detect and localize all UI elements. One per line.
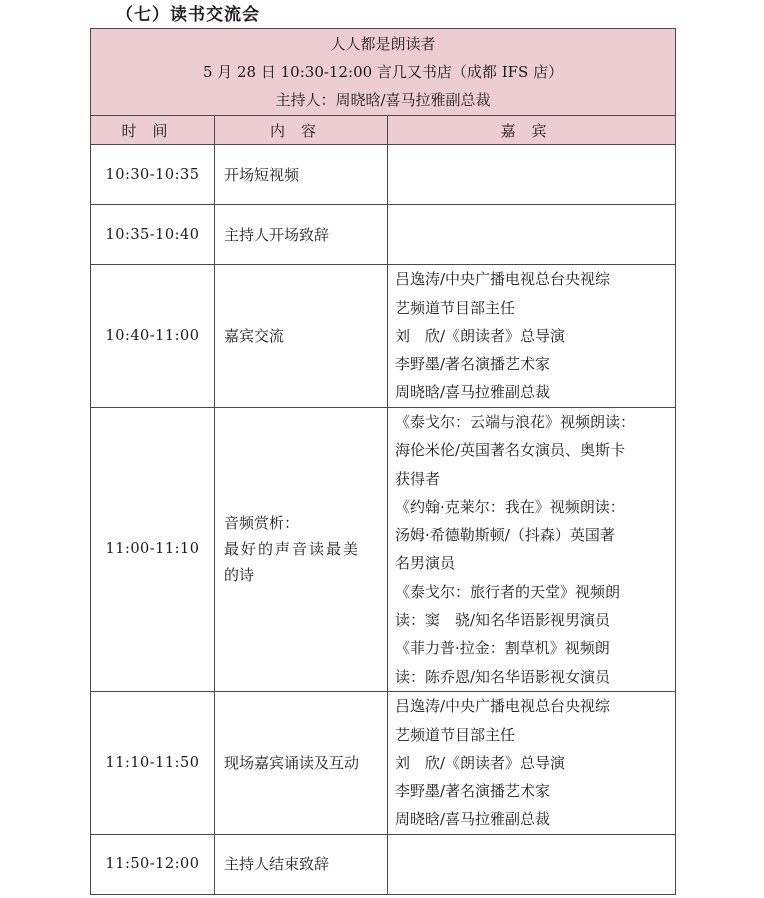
guest-line: 刘 欣/《朗读者》总导演 xyxy=(395,753,566,772)
table-row xyxy=(91,265,676,408)
guest-line: 吕逸涛/中央广播电视总台央视综 xyxy=(395,270,611,289)
row-time: 11:00-11:10 xyxy=(91,408,215,692)
row-time: 10:40-11:00 xyxy=(91,265,215,408)
guest-line: 读：陈乔恩/知名华语影视女演员 xyxy=(395,667,611,686)
guest-line: 刘 欣/《朗读者》总导演 xyxy=(395,326,566,345)
row-content xyxy=(215,691,388,834)
row-time: 10:35-10:40 xyxy=(91,205,215,265)
content-line: 主持人开场致辞 xyxy=(224,225,330,244)
guest-line: 海伦米伦/英国著名女演员、奥斯卡 xyxy=(395,441,626,460)
guest-line: 艺频道节目部主任 xyxy=(395,298,516,317)
guest-line: 读：窦 骁/知名华语影视男演员 xyxy=(395,611,611,630)
row-content xyxy=(215,408,388,692)
row-guests xyxy=(388,145,676,205)
guest-line: 吕逸涛/中央广播电视总台央视综 xyxy=(395,697,611,716)
guest-line: 李野墨/著名演播艺术家 xyxy=(395,782,551,801)
content-line: 的诗 xyxy=(224,566,255,585)
guest-line: 艺频道节目部主任 xyxy=(395,725,516,744)
guest-line: 《泰戈尔：旅行者的天堂》视频朗 xyxy=(395,582,621,601)
table-row xyxy=(91,834,676,894)
row-content xyxy=(215,205,388,265)
guest-line: 李野墨/著名演播艺术家 xyxy=(395,355,551,374)
table-row xyxy=(91,691,676,834)
row-time: 10:30-10:35 xyxy=(91,145,215,205)
row-content xyxy=(215,265,388,408)
event-host: 主持人：周晓晗/喜马拉雅副总裁 xyxy=(275,91,491,109)
row-content xyxy=(215,834,388,894)
content-line: 音频赏析： xyxy=(224,514,300,533)
row-guests xyxy=(388,265,676,408)
table-row xyxy=(91,145,676,205)
content-line: 嘉宾交流 xyxy=(224,327,285,345)
content-line: 开场短视频 xyxy=(224,165,300,184)
row-time: 11:50-12:00 xyxy=(91,834,215,894)
guest-line: 周晓晗/喜马拉雅副总裁 xyxy=(395,810,551,829)
content-line: 现场嘉宾诵读及互动 xyxy=(224,753,360,772)
column-headers xyxy=(91,116,676,145)
schedule-table xyxy=(90,28,676,895)
column-header-time: 时间 xyxy=(91,116,215,145)
guest-line: 《泰戈尔：云端与浪花》视频朗读： xyxy=(395,413,636,431)
guest-line: 《菲力普·拉金：割草机》视频朗 xyxy=(395,639,610,658)
schedule-banner xyxy=(91,29,676,116)
guest-line: 周晓晗/喜马拉雅副总裁 xyxy=(395,383,551,402)
table-row xyxy=(91,205,676,265)
row-guests xyxy=(388,408,676,692)
guest-line: 获得者 xyxy=(395,469,441,488)
event-title: 人人都是朗读者 xyxy=(330,35,436,53)
row-guests xyxy=(388,691,676,834)
guest-line: 《约翰·克莱尔：我在》视频朗读： xyxy=(395,497,625,516)
row-guests xyxy=(388,834,676,894)
row-guests xyxy=(388,205,676,265)
guest-line: 汤姆·希德勒斯顿/（抖森）英国著 xyxy=(395,526,615,545)
row-content xyxy=(215,145,388,205)
column-header-guests: 嘉宾 xyxy=(388,116,676,145)
event-datetime-venue: 5 月 28 日 10:30-12:00 言几又书店（成都 IFS 店） xyxy=(202,63,564,81)
guest-line: 名男演员 xyxy=(395,554,456,573)
section-title: （七）读书交流会 xyxy=(116,5,260,25)
content-line: 主持人结束致辞 xyxy=(224,855,330,874)
row-time: 11:10-11:50 xyxy=(91,691,215,834)
table-row xyxy=(91,408,676,692)
content-line: 最好的声音读最美 xyxy=(224,540,361,559)
column-header-content: 内容 xyxy=(215,116,388,145)
